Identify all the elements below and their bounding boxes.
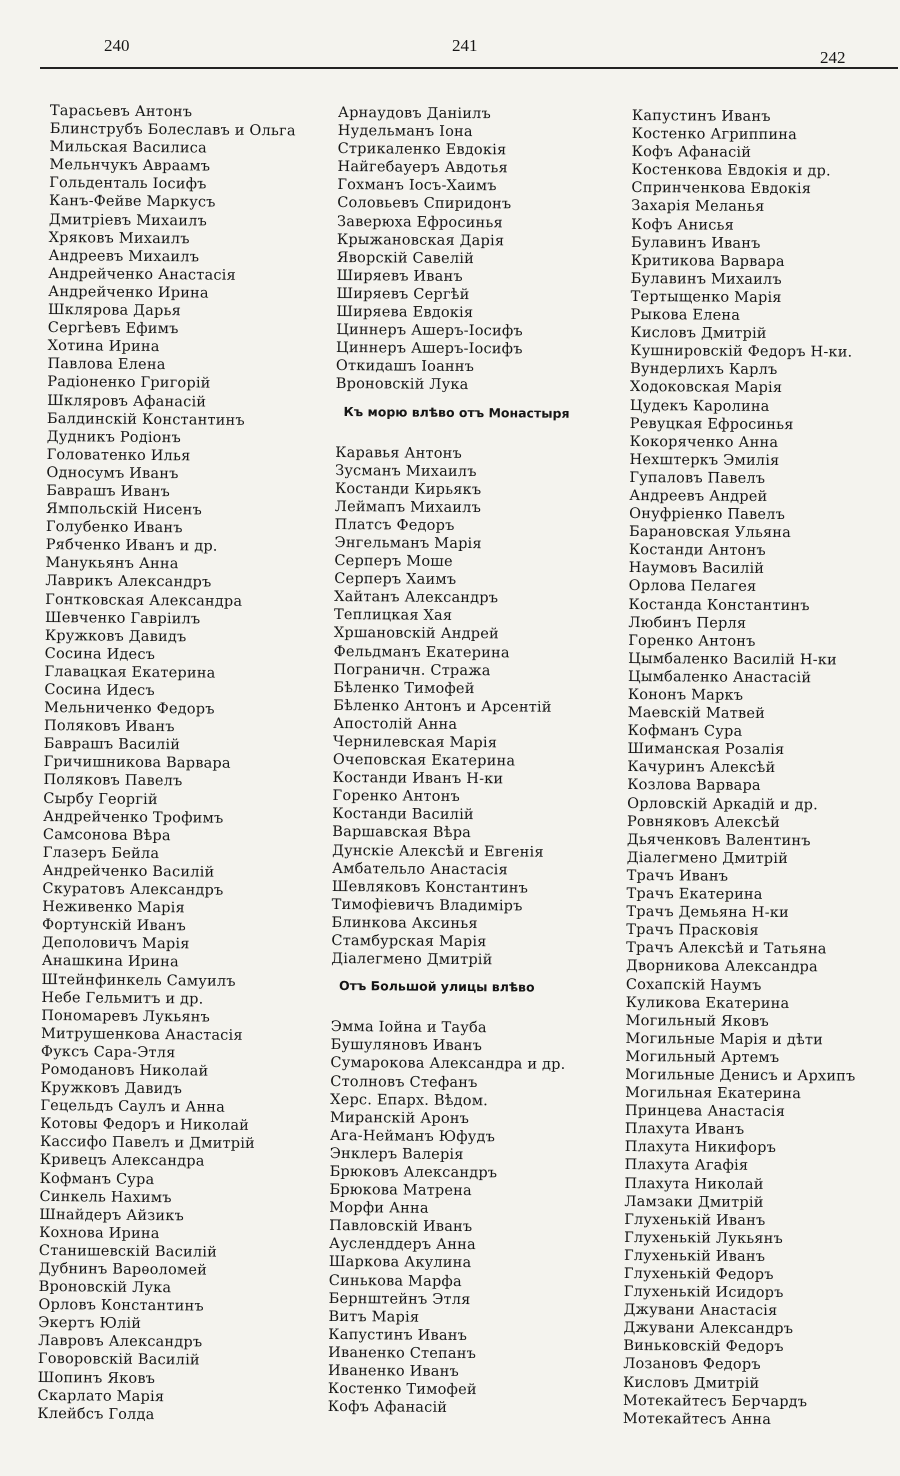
name-entry: Виньковскій Федоръ — [623, 1338, 784, 1356]
name-entry: Гупаловъ Павелъ — [629, 469, 766, 487]
name-entry: Теплицкая Хая — [333, 607, 453, 625]
name-entry: Маевскій Матвей — [627, 705, 766, 723]
name-entry: Стрикаленко Евдокія — [337, 141, 507, 159]
name-entry: Глухенькій Иванъ — [624, 1211, 766, 1229]
name-entry: Голубенко Иванъ — [45, 519, 183, 537]
name-entry: Откидашъ Іоаннъ — [335, 358, 475, 376]
name-entry: Кофманъ Сура — [627, 723, 743, 740]
name-entry: Циннеръ Ашеръ-Іосифъ — [336, 322, 523, 340]
name-column-3 — [623, 107, 862, 1429]
name-entry: Плахута Никифоръ — [624, 1139, 777, 1157]
name-entry: Дубнинъ Варѳоломей — [38, 1260, 208, 1279]
name-entry: Неживенко Марія — [42, 899, 185, 917]
name-entry: Захарія Меланья — [631, 198, 765, 216]
name-entry: Ламзаки Дмитрій — [624, 1193, 764, 1211]
name-entry: Серперъ Моше — [334, 553, 453, 570]
name-entry: Зусманъ Михаилъ — [335, 462, 477, 480]
name-entry: Синкель Нахимъ — [39, 1188, 172, 1206]
name-entry: Трачъ Иванъ — [626, 867, 729, 885]
name-entry: Самсонова Вѣра — [42, 826, 171, 844]
name-entry: Столновъ Стефанъ — [330, 1073, 478, 1091]
name-entry: Гонтковская Александра — [45, 591, 243, 610]
name-entry: Кисловъ Дмитрій — [623, 1374, 760, 1392]
header-rule — [40, 67, 898, 69]
name-entry: Вроновскій Лука — [335, 376, 469, 394]
name-entry: Лавровъ Александръ — [38, 1333, 203, 1351]
name-entry: Небе Гельмитъ и др. — [41, 989, 204, 1008]
name-entry: Любинъ Перля — [628, 614, 747, 632]
name-entry: Дунскіе Алексѣй и Евгенія — [332, 842, 544, 861]
name-entry: Сохапскій Наумъ — [625, 976, 762, 994]
name-entry: Баврашъ Василій — [43, 736, 181, 754]
name-entry: Главацкая Екатерина — [44, 663, 216, 682]
name-entry: Амбательло Анастасія — [331, 860, 508, 879]
name-entry: Найгебауеръ Авдотья — [337, 159, 508, 177]
name-entry: Хайтанъ Александръ — [334, 589, 499, 607]
name-entry: Гецельдъ Саулъ и Анна — [40, 1098, 226, 1116]
name-entry: Блинструбъ Болеславъ и Ольга — [49, 121, 296, 140]
name-entry: Горенко Антонъ — [332, 788, 460, 806]
name-entry: Бѣленко Тимофей — [333, 679, 475, 697]
name-entry: Тимофіевичъ Владиміръ — [331, 896, 523, 915]
name-entry: Кружковъ Давидъ — [40, 1080, 183, 1098]
section-heading: Къ морю влѣво отъ Монастыря — [343, 403, 570, 421]
name-entry: Плахута Агафія — [624, 1157, 749, 1175]
name-entry: Сергѣевъ Ефимъ — [47, 320, 179, 338]
name-entry: Нудельманъ Іона — [337, 123, 473, 141]
name-entry: Циннеръ Ашеръ-Іосифъ — [336, 340, 523, 358]
name-entry: Могильная Екатерина — [625, 1085, 802, 1103]
name-entry: Ямпольскій Нисенъ — [46, 501, 203, 519]
name-entry: Чернилевская Марія — [332, 733, 498, 752]
name-entry: Наумовъ Василій — [628, 560, 765, 578]
name-entry: Кононъ Маркъ — [627, 686, 744, 704]
name-entry: Хршановскій Андрей — [333, 625, 499, 643]
name-entry: Иваненко Иванъ — [327, 1362, 460, 1380]
name-entry: Кружковъ Давидъ — [44, 627, 187, 646]
name-entry: Радіоненко Григорій — [47, 374, 211, 392]
page-number-left: 240 — [104, 36, 130, 55]
name-entry: Глухенькій Лукьянъ — [624, 1229, 784, 1247]
name-entry: Ревуцкая Ефросинья — [629, 415, 794, 433]
name-entry: Вундерлихъ Карлъ — [630, 361, 778, 379]
name-entry: Козлова Варвара — [627, 777, 761, 795]
name-entry: Андрейченко Ирина — [48, 283, 209, 302]
name-entry: Миранскій Аронъ — [329, 1109, 470, 1127]
name-entry: Скуратовъ Александръ — [42, 880, 224, 899]
page-number-right: 242 — [820, 48, 846, 67]
name-entry: Канъ-Фейве Маркусъ — [48, 193, 216, 212]
name-entry: Трачъ Алексѣй и Татьяна — [626, 940, 827, 958]
name-entry: Баврашъ Иванъ — [46, 482, 170, 501]
name-entry: Кофманъ Сура — [39, 1170, 155, 1188]
page-number-center: 241 — [452, 36, 478, 55]
name-entry: Костанда Константинъ — [628, 596, 810, 614]
name-entry: Ширяевъ Сергѣй — [336, 285, 470, 303]
name-entry: Костанди Кирьякъ — [334, 480, 482, 498]
name-entry: Онуфріенко Павелъ — [629, 506, 786, 524]
name-entry: Митрушенкова Анастасія — [40, 1025, 243, 1044]
name-entry: Варшавская Вѣра — [332, 824, 472, 842]
name-entry: Дворникова Александра — [625, 958, 818, 976]
name-entry: Кохнова Ирина — [39, 1224, 160, 1242]
name-entry: Леймапъ Михаилъ — [334, 498, 482, 516]
name-entry: Блинкова Аксинья — [331, 914, 478, 933]
name-entry: Трачъ Демьяна Н-ки — [626, 904, 789, 922]
name-entry: Мельниченко Федоръ — [44, 700, 215, 718]
name-entry: Ходоковская Марія — [629, 379, 783, 397]
name-entry: Тертыщенко Марія — [630, 288, 782, 306]
name-entry: Апостолій Анна — [333, 715, 458, 733]
name-entry: Кофъ Афанасій — [327, 1399, 448, 1417]
name-entry: Очеповская Екатерина — [332, 752, 516, 770]
name-entry: Орлова Пелагея — [628, 578, 757, 596]
name-entry: Шаркова Акулина — [328, 1254, 472, 1272]
name-entry: Энклеръ Валерія — [329, 1145, 464, 1163]
name-entry: Джувани Александръ — [623, 1320, 794, 1338]
name-entry: Куликова Екатерина — [625, 994, 790, 1012]
name-entry: Брюкова Матрена — [329, 1182, 472, 1200]
name-entry: Костанди Антонъ — [628, 542, 766, 560]
name-entry: Глазеръ Бейла — [42, 844, 160, 862]
name-entry: Кривецъ Александра — [39, 1152, 205, 1170]
name-entry: Энгельманъ Марія — [334, 534, 482, 553]
name-entry: Стамбурская Марія — [331, 933, 487, 951]
name-entry: Андрейченко Василій — [42, 862, 215, 881]
name-entry: Заверюха Ефросинья — [337, 213, 503, 231]
name-entry: Ширяева Евдокія — [336, 304, 474, 322]
name-entry: Ровняковъ Алексѣй — [626, 813, 781, 831]
name-entry: Плахута Николай — [624, 1175, 764, 1193]
name-entry: Пономаревъ Лукьянъ — [41, 1007, 211, 1026]
name-entry: Бушуляновъ Иванъ — [330, 1037, 483, 1055]
name-entry: Качуринъ Алексѣй — [627, 759, 776, 777]
name-entry: Дмитріевъ Михаилъ — [48, 211, 208, 230]
name-entry: Спринченкова Евдокія — [631, 180, 812, 198]
name-entry: Платсъ Федоръ — [334, 516, 455, 534]
name-entry: Бернштейнъ Этля — [328, 1290, 471, 1308]
name-entry: Глухенькій Иванъ — [623, 1247, 766, 1265]
name-entry: Мотекайтесъ Берчардъ — [622, 1392, 808, 1410]
name-entry: Деполовичъ Марія — [41, 935, 190, 953]
name-entry: Критикова Варвара — [630, 252, 785, 270]
name-column-2 — [328, 104, 573, 1418]
name-entry: Глухенькій Исидоръ — [623, 1284, 784, 1302]
name-entry: Ширяевъ Иванъ — [336, 267, 463, 285]
name-entry: Ага-Нейманъ Юфудъ — [329, 1127, 496, 1146]
name-entry: Котовы Федоръ и Николай — [40, 1116, 250, 1135]
name-entry: Дьяченковъ Валентинъ — [626, 831, 811, 850]
name-entry: Херс. Епарх. Вѣдом. — [330, 1091, 489, 1109]
name-entry: Глухенькій Федоръ — [623, 1265, 774, 1284]
name-entry: Поляковъ Иванъ — [43, 718, 175, 736]
name-entry: Капустинъ Иванъ — [631, 107, 771, 125]
name-entry: Павловскій Иванъ — [329, 1218, 473, 1236]
name-entry: Діалегмено Дмитрій — [626, 849, 789, 867]
name-entry: Андреевъ Андрей — [629, 487, 768, 505]
name-entry: Балдинскій Константинъ — [46, 410, 245, 429]
name-entry: Костенко Тимофей — [327, 1381, 477, 1399]
name-entry: Кассифо Павелъ и Дмитрій — [39, 1134, 256, 1153]
name-entry: Капустинъ Иванъ — [328, 1326, 468, 1344]
name-entry: Экертъ Юлій — [38, 1315, 142, 1333]
name-entry: Рыкова Елена — [630, 307, 741, 324]
name-entry: Анашкина Ирина — [41, 953, 179, 971]
name-entry: Мельнчукъ Авраамъ — [49, 157, 211, 175]
name-entry: Горенко Антонъ — [628, 632, 756, 650]
name-entry: Андрейченко Трофимъ — [43, 808, 224, 827]
name-entry: Манукьянъ Анна — [45, 555, 179, 573]
name-entry: Шклярова Дарья — [47, 302, 182, 320]
name-entry: Мотекайтесъ Анна — [622, 1410, 772, 1428]
name-entry: Булавинъ Михаилъ — [630, 270, 782, 288]
name-entry: Кушнировскій Федоръ Н-ки. — [630, 343, 853, 361]
name-entry: Фуксъ Сара-Этля — [40, 1043, 176, 1062]
name-entry: Пограничн. Стража — [333, 661, 491, 679]
name-entry: Цудекъ Каролина — [629, 397, 770, 415]
name-entry: Павлова Елена — [47, 356, 166, 374]
name-entry: Брюковъ Александръ — [329, 1163, 498, 1182]
name-entry: Гохманъ Іосъ-Хаимъ — [337, 177, 497, 195]
name-entry: Фельдманъ Екатерина — [333, 643, 510, 661]
name-entry: Скарлато Марія — [37, 1387, 165, 1405]
name-entry: Шкляровъ Афанасій — [47, 392, 207, 411]
name-entry: Шиманская Розалія — [627, 741, 785, 759]
name-entry: Кокоряченко Анна — [629, 433, 779, 451]
name-entry: Мильская Василиса — [49, 139, 207, 157]
name-entry: Арнаудовъ Даніилъ — [337, 104, 491, 123]
name-entry: Рябченко Иванъ и др. — [45, 537, 218, 555]
name-entry: Могильный Артемъ — [625, 1048, 780, 1066]
name-entry: Клейбсъ Голда — [37, 1405, 155, 1423]
name-entry: Хряковъ Михаилъ — [48, 229, 190, 248]
name-entry: Принцева Анастасія — [624, 1103, 786, 1121]
name-entry: Андрейченко Анастасія — [48, 265, 236, 284]
name-entry: Головатенко Илья — [46, 446, 191, 465]
name-entry: Андреевъ Михаилъ — [48, 247, 200, 266]
name-entry: Дудникъ Родіонъ — [46, 428, 182, 446]
name-entry: Сосина Идесъ — [44, 681, 155, 700]
name-entry: Односумъ Иванъ — [46, 464, 179, 483]
name-entry: Станишевскій Василій — [38, 1242, 218, 1261]
name-entry: Нехштеркъ Эмилія — [629, 451, 780, 469]
name-entry: Орловскій Аркадій и др. — [627, 795, 819, 813]
name-entry: Штейнфинкель Самуилъ — [41, 971, 236, 990]
name-entry: Поляковъ Павелъ — [43, 772, 183, 790]
name-entry: Костанди Василій — [332, 806, 474, 824]
name-entry: Цымбаленко Василій Н-ки — [628, 650, 837, 669]
name-entry: Крыжановская Дарія — [336, 231, 505, 249]
name-entry: Эмма Іойна и Тауба — [330, 1019, 487, 1037]
name-entry: Могильные Марія и дѣти — [625, 1030, 824, 1049]
name-entry: Плахута Иванъ — [624, 1121, 745, 1139]
name-entry: Иваненко Степанъ — [328, 1344, 477, 1363]
name-entry: Серперъ Хаимъ — [334, 571, 457, 589]
name-entry: Кофъ Афанасій — [631, 144, 752, 162]
name-entry: Трачъ Прасковія — [626, 922, 759, 940]
name-entry: Костенко Агриппина — [631, 126, 798, 144]
name-entry: Бѣленко Антонъ и Арсентій — [333, 697, 552, 716]
name-entry: Кофъ Анисья — [631, 216, 735, 234]
name-entry: Хотина Ирина — [47, 338, 160, 356]
name-entry: Кисловъ Дмитрій — [630, 325, 767, 343]
name-entry: Шевченко Гавріилъ — [44, 609, 201, 628]
name-entry: Витъ Марія — [328, 1308, 420, 1326]
name-entry: Гольденталь Іосифъ — [49, 175, 207, 193]
name-entry: Лаврикъ Александръ — [45, 573, 212, 592]
name-entry: Лозановъ Федоръ — [623, 1356, 761, 1374]
name-entry: Шопинъ Яковъ — [37, 1369, 156, 1387]
name-entry: Сырбу Георгій — [43, 790, 158, 808]
name-entry: Аусленддеръ Анна — [328, 1236, 476, 1254]
name-entry: Барановская Ульяна — [628, 524, 792, 542]
name-entry: Соловьевъ Спиридонъ — [337, 195, 512, 213]
name-entry: Могильный Яковъ — [625, 1012, 770, 1030]
name-entry: Гричишникова Варвара — [43, 754, 231, 773]
name-entry: Говоровскій Василій — [37, 1351, 200, 1369]
name-entry: Костанди Иванъ Н-ки — [332, 770, 504, 788]
name-entry: Сумарокова Александра и др. — [330, 1055, 566, 1074]
name-entry: Трачъ Екатерина — [626, 886, 763, 903]
name-column-1 — [37, 102, 296, 1425]
name-entry: Костенкова Евдокія и др. — [631, 162, 831, 180]
name-entry: Джувани Анастасія — [623, 1302, 778, 1320]
name-entry: Цымбаленко Анастасій — [627, 668, 812, 687]
name-entry: Вроновскій Лука — [38, 1279, 172, 1297]
name-entry: Сосина Идесъ — [44, 645, 156, 663]
name-entry: Тарасьевъ Антонъ — [49, 102, 193, 121]
name-entry: Булавинъ Иванъ — [630, 234, 761, 252]
name-entry: Шнайдеръ Айзикъ — [39, 1206, 185, 1225]
name-entry: Могильные Денисъ и Архипъ — [625, 1066, 856, 1085]
name-entry: Яворскій Савелій — [336, 249, 475, 267]
name-entry: Шевляковъ Константинъ — [331, 878, 529, 897]
name-entry: Ромодановъ Николай — [40, 1061, 209, 1080]
name-entry: Орловъ Константинъ — [38, 1297, 204, 1315]
name-entry: Синькова Марфа — [328, 1272, 462, 1290]
name-entry: Діалегмено Дмитрій — [331, 951, 493, 969]
section-heading: Отъ Большой улицы влѣво — [339, 978, 535, 995]
name-entry: Фортунскій Иванъ — [42, 917, 187, 935]
name-entry: Морфи Анна — [329, 1200, 429, 1217]
name-entry: Каравья Антонъ — [335, 444, 463, 462]
